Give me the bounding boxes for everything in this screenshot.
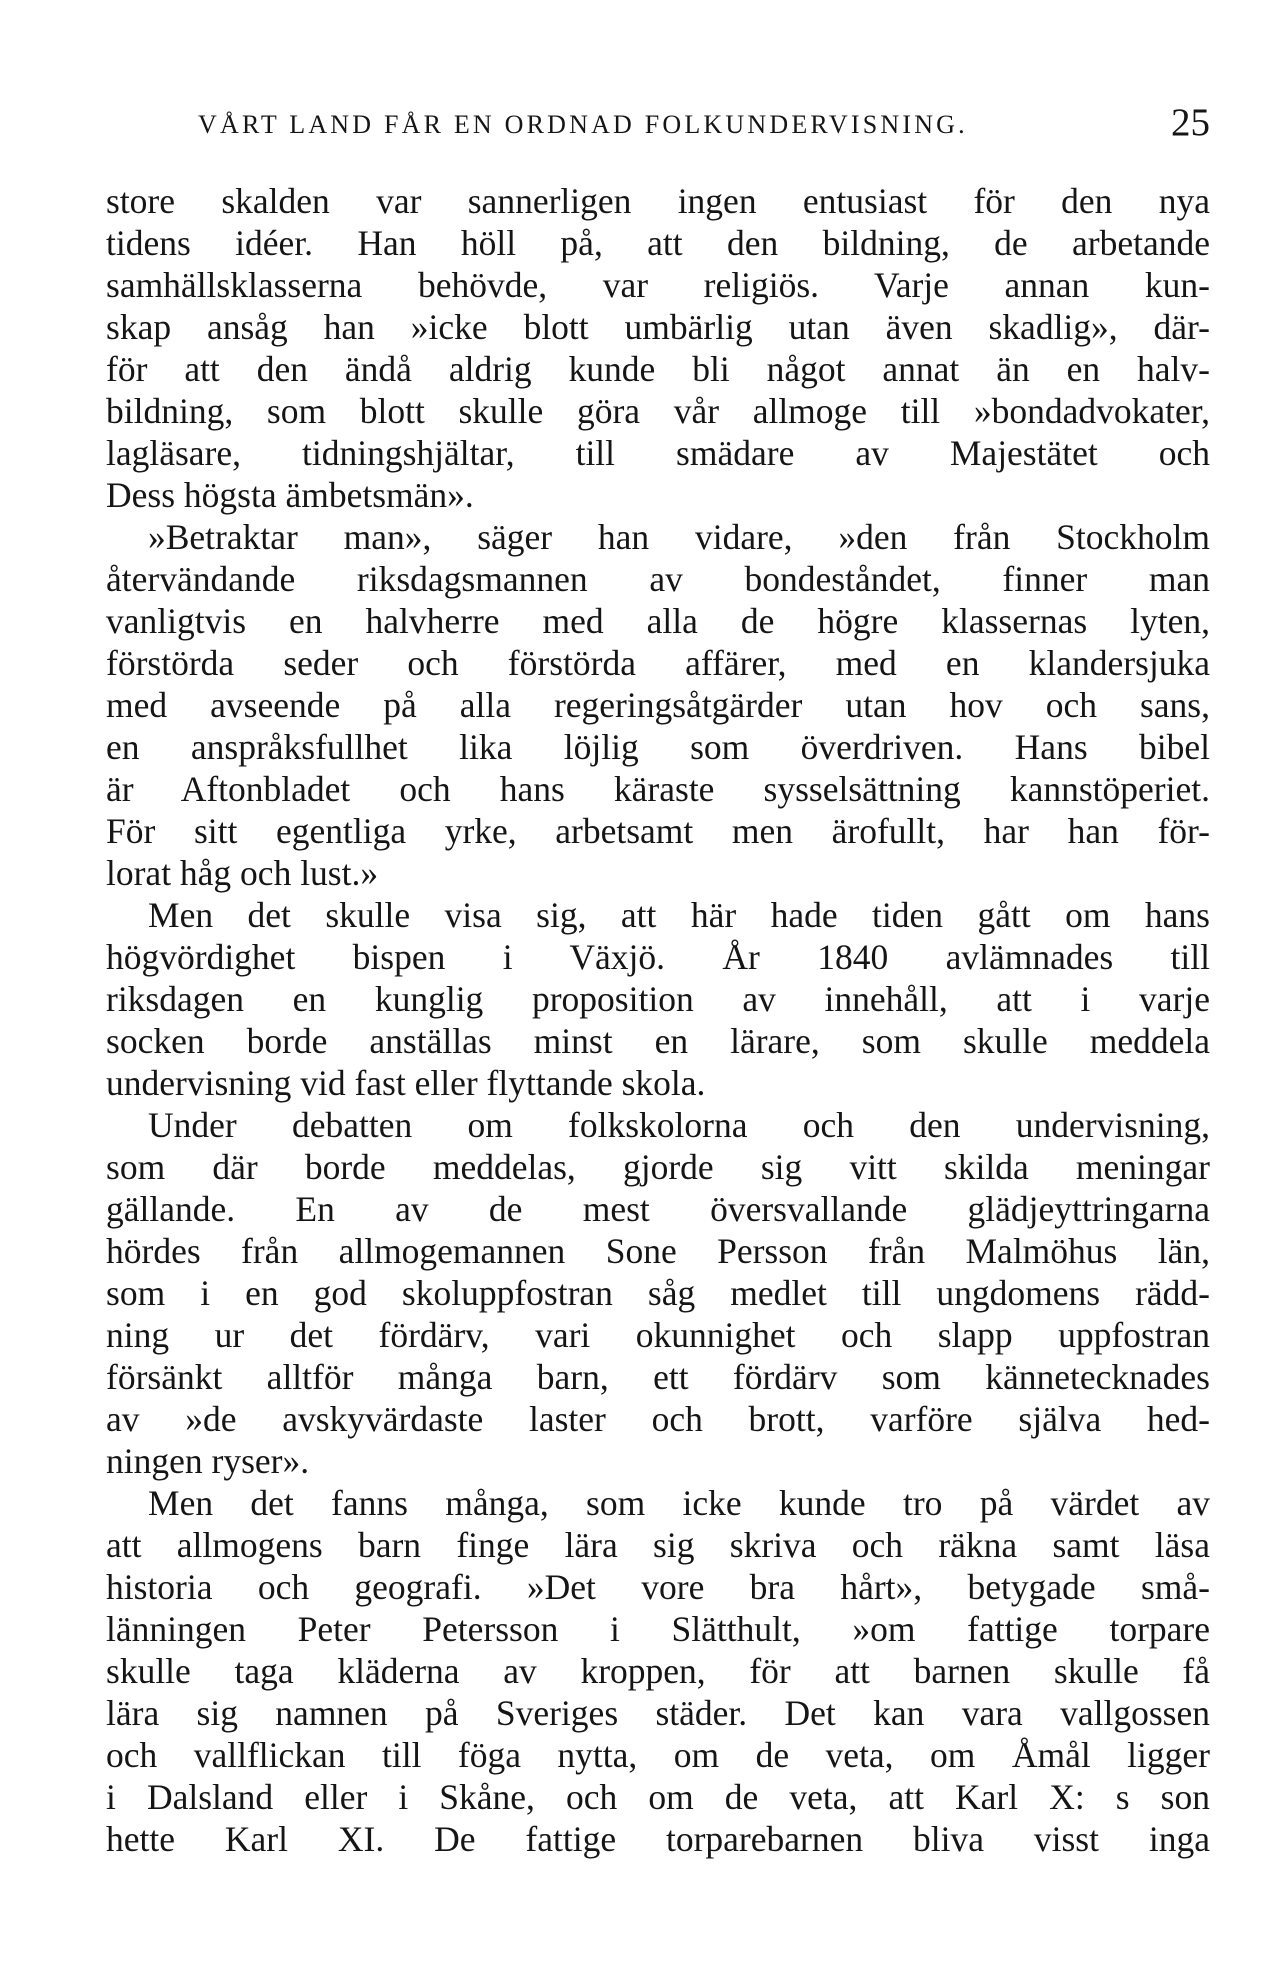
text-line: vanligtvis en halvherre med alla de högre klassernas lyten, [106, 601, 1210, 641]
text-line: försänkt alltför många barn, ett fördärv som kännetecknades [106, 1357, 1210, 1397]
text-line: med avseende på alla regeringsåtgärder utan hov och sans, [106, 685, 1210, 725]
text-line: hördes från allmogemannen Sone Persson från Malmöhus län, [106, 1231, 1210, 1271]
text-line: lagläsare, tidningshjältar, till smädare av Majestätet och [106, 433, 1210, 473]
text-line: och vallflickan till föga nytta, om de veta, om Åmål ligger [106, 1735, 1210, 1775]
running-title: VÅRT LAND FÅR EN ORDNAD FOLKUNDERVISNING. [198, 110, 968, 139]
text-line: som där borde meddelas, gjorde sig vitt skilda meningar [106, 1147, 1210, 1187]
text-line: samhällsklasserna behövde, var religiös. Varje annan kun- [106, 265, 1210, 305]
running-head [198, 100, 1210, 148]
text-line: ning ur det fördärv, vari okunnighet och slapp uppfostran [106, 1315, 1210, 1355]
text-line: Men det skulle visa sig, att här hade tiden gått om hans [148, 895, 1210, 935]
text-line: i Dalsland eller i Skåne, och om de veta, att Karl X: s son [106, 1777, 1210, 1817]
text-line: som i en god skoluppfostran såg medlet till ungdomens rädd- [106, 1273, 1210, 1313]
text-line: bildning, som blott skulle göra vår allmoge till »bondadvokater, [106, 391, 1210, 431]
text-line: riksdagen en kunglig proposition av innehåll, att i varje [106, 979, 1210, 1019]
text-line: lära sig namnen på Sveriges städer. Det kan vara vallgossen [106, 1693, 1210, 1733]
text-line: lorat håg och lust.» [106, 853, 379, 893]
text-line: undervisning vid fast eller flyttande skola. [106, 1063, 706, 1103]
text-line: för att den ändå aldrig kunde bli något annat än en halv- [106, 349, 1210, 389]
text-line: skulle taga kläderna av kroppen, för att barnen skulle få [106, 1651, 1210, 1691]
text-line: Men det fanns många, som icke kunde tro på värdet av [148, 1483, 1210, 1523]
text-line: tidens idéer. Han höll på, att den bildning, de arbetande [106, 223, 1210, 263]
text-line: ningen ryser». [106, 1441, 310, 1481]
text-line: gällande. En av de mest översvallande glädjeyttringarna [106, 1189, 1210, 1229]
text-line: en anspråksfullhet lika löjlig som överdriven. Hans bibel [106, 727, 1210, 767]
body-text [106, 180, 1210, 1860]
text-line: Dess högsta ämbetsmän». [106, 475, 474, 515]
text-line: Under debatten om folkskolorna och den undervisning, [148, 1105, 1210, 1145]
text-line: socken borde anställas minst en lärare, som skulle meddela [106, 1021, 1210, 1061]
text-line: länningen Peter Petersson i Slätthult, »om fattige torpare [106, 1609, 1210, 1649]
text-line: av »de avskyvärdaste laster och brott, varföre själva hed- [106, 1399, 1210, 1439]
text-line: store skalden var sannerligen ingen entusiast för den nya [106, 181, 1210, 221]
text-line: »Betraktar man», säger han vidare, »den från Stockholm [148, 517, 1210, 557]
text-line: förstörda seder och förstörda affärer, med en klandersjuka [106, 643, 1210, 683]
text-line: att allmogens barn finge lära sig skriva och räkna samt läsa [106, 1525, 1210, 1565]
text-line: högvördighet bispen i Växjö. År 1840 avlämnades till [106, 937, 1210, 977]
text-line: är Aftonbladet och hans käraste sysselsättning kannstöperiet. [106, 769, 1210, 809]
text-line: återvändande riksdagsmannen av bondeståndet, finner man [106, 559, 1210, 599]
text-line: skap ansåg han »icke blott umbärlig utan även skadlig», där- [106, 307, 1210, 347]
page-number: 25 [1171, 101, 1210, 144]
text-line: För sitt egentliga yrke, arbetsamt men ärofullt, har han för- [106, 811, 1210, 851]
text-line: hette Karl XI. De fattige torparebarnen bliva visst inga [106, 1819, 1210, 1859]
text-line: historia och geografi. »Det vore bra hårt», betygade små- [106, 1567, 1210, 1607]
